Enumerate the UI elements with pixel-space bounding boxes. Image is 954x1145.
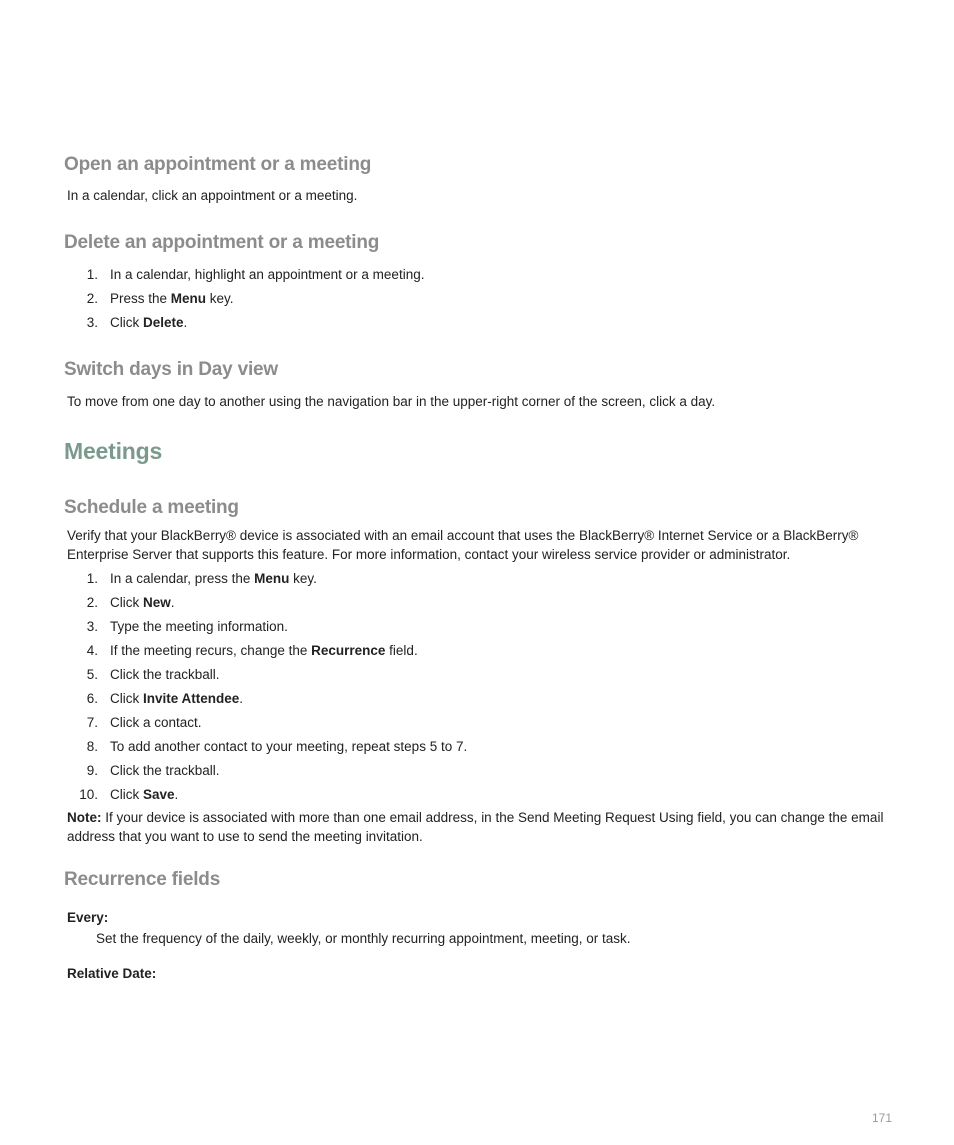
heading-schedule-meeting: Schedule a meeting (64, 497, 239, 518)
heading-delete-appointment: Delete an appointment or a meeting (64, 232, 380, 253)
switch-days-text: To move from one day to another using the navigation bar in the upper-right corner of the screen, click a day. (67, 394, 716, 409)
schedule-intro-text: Verify that your BlackBerry® device is associated with an email account that uses the BlackBerry® Internet Service or a BlackBerry® Enterprise Server that supports this feature. For more information, contact your wireless service provider or administrator. (67, 528, 859, 562)
note-label: Note: (67, 810, 102, 825)
chapter-title-meetings: Meetings (64, 438, 163, 464)
page-number: 171 (872, 1111, 893, 1125)
note-text: If your device is associated with more than one email address, in the Send Meeting Request Using field, you can change the email address that you want to use to send the meeting invitation. (67, 810, 884, 844)
field-term-every: Every: (67, 910, 109, 925)
schedule-note (67, 808, 897, 846)
field-definition-every: Set the frequency of the daily, weekly, or monthly recurring appointment, meeting, or task. (96, 931, 631, 946)
heading-recurrence-fields: Recurrence fields (64, 869, 221, 890)
heading-open-appointment: Open an appointment or a meeting (64, 154, 372, 175)
field-term-relative-date: Relative Date: (67, 966, 157, 981)
heading-switch-days: Switch days in Day view (64, 359, 278, 380)
open-appointment-text: In a calendar, click an appointment or a meeting. (67, 188, 358, 203)
